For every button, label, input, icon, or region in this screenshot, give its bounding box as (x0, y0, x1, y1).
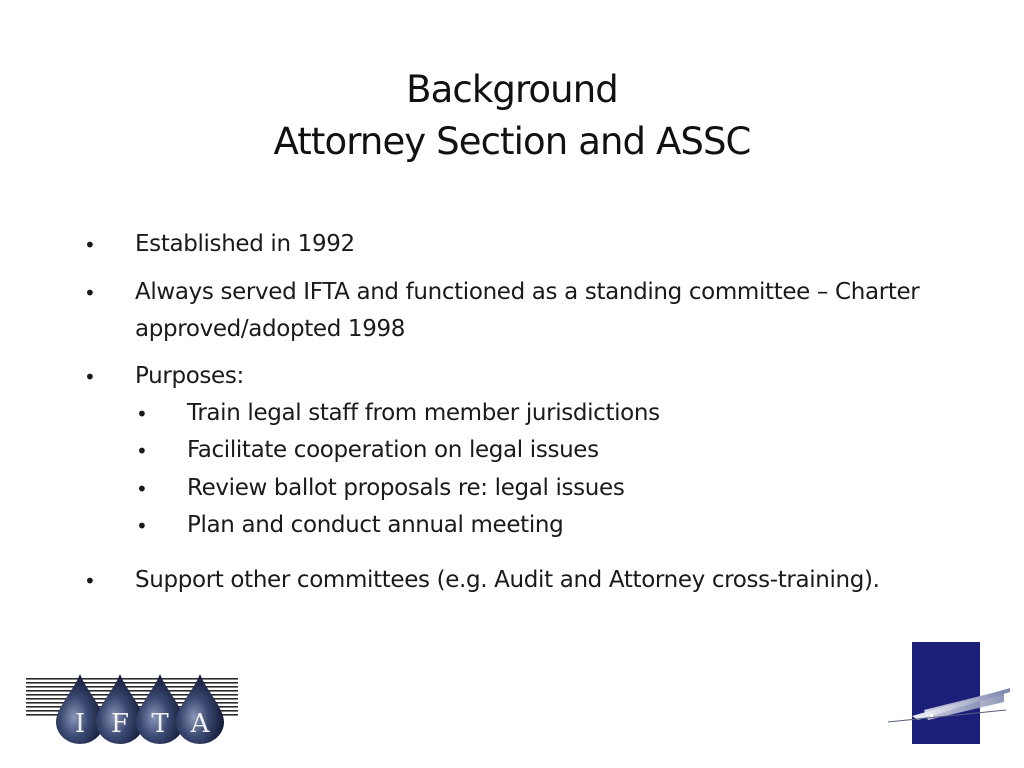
sub-bullet-plan: Plan and conduct annual meeting (187, 512, 564, 538)
bullet-always-served-line1: Always served IFTA and functioned as a standing committee – Charter (135, 279, 920, 305)
sub-bullet-train: Train legal staff from member jurisdictions (187, 400, 660, 426)
sub-bullet-marker: • (136, 514, 148, 538)
bullet-marker: • (84, 281, 96, 305)
logo-letter: F (110, 709, 130, 739)
corner-logo (884, 640, 1010, 750)
sub-bullet-marker: • (136, 439, 148, 463)
logo-letter: A (190, 709, 210, 739)
bullet-marker: • (84, 365, 96, 389)
logo-letter: I (74, 709, 86, 739)
title-line-2: Attorney Section and ASSC (273, 120, 751, 163)
bullet-support: Support other committees (e.g. Audit and Attorney cross-training). (135, 567, 880, 593)
logo-letter: T (151, 709, 169, 739)
ifta-logo (24, 672, 240, 748)
bullet-purposes: Purposes: (135, 363, 244, 389)
bullet-established: Established in 1992 (135, 231, 355, 257)
bullet-marker: • (84, 233, 96, 257)
bullet-always-served-line2: approved/adopted 1998 (135, 316, 406, 342)
sub-bullet-marker: • (136, 477, 148, 501)
sub-bullet-review: Review ballot proposals re: legal issues (187, 475, 625, 501)
title-line-1: Background (406, 68, 618, 111)
bullet-marker: • (84, 569, 96, 593)
logo-square (912, 642, 980, 744)
sub-bullet-facilitate: Facilitate cooperation on legal issues (187, 437, 599, 463)
sub-bullet-marker: • (136, 402, 148, 426)
